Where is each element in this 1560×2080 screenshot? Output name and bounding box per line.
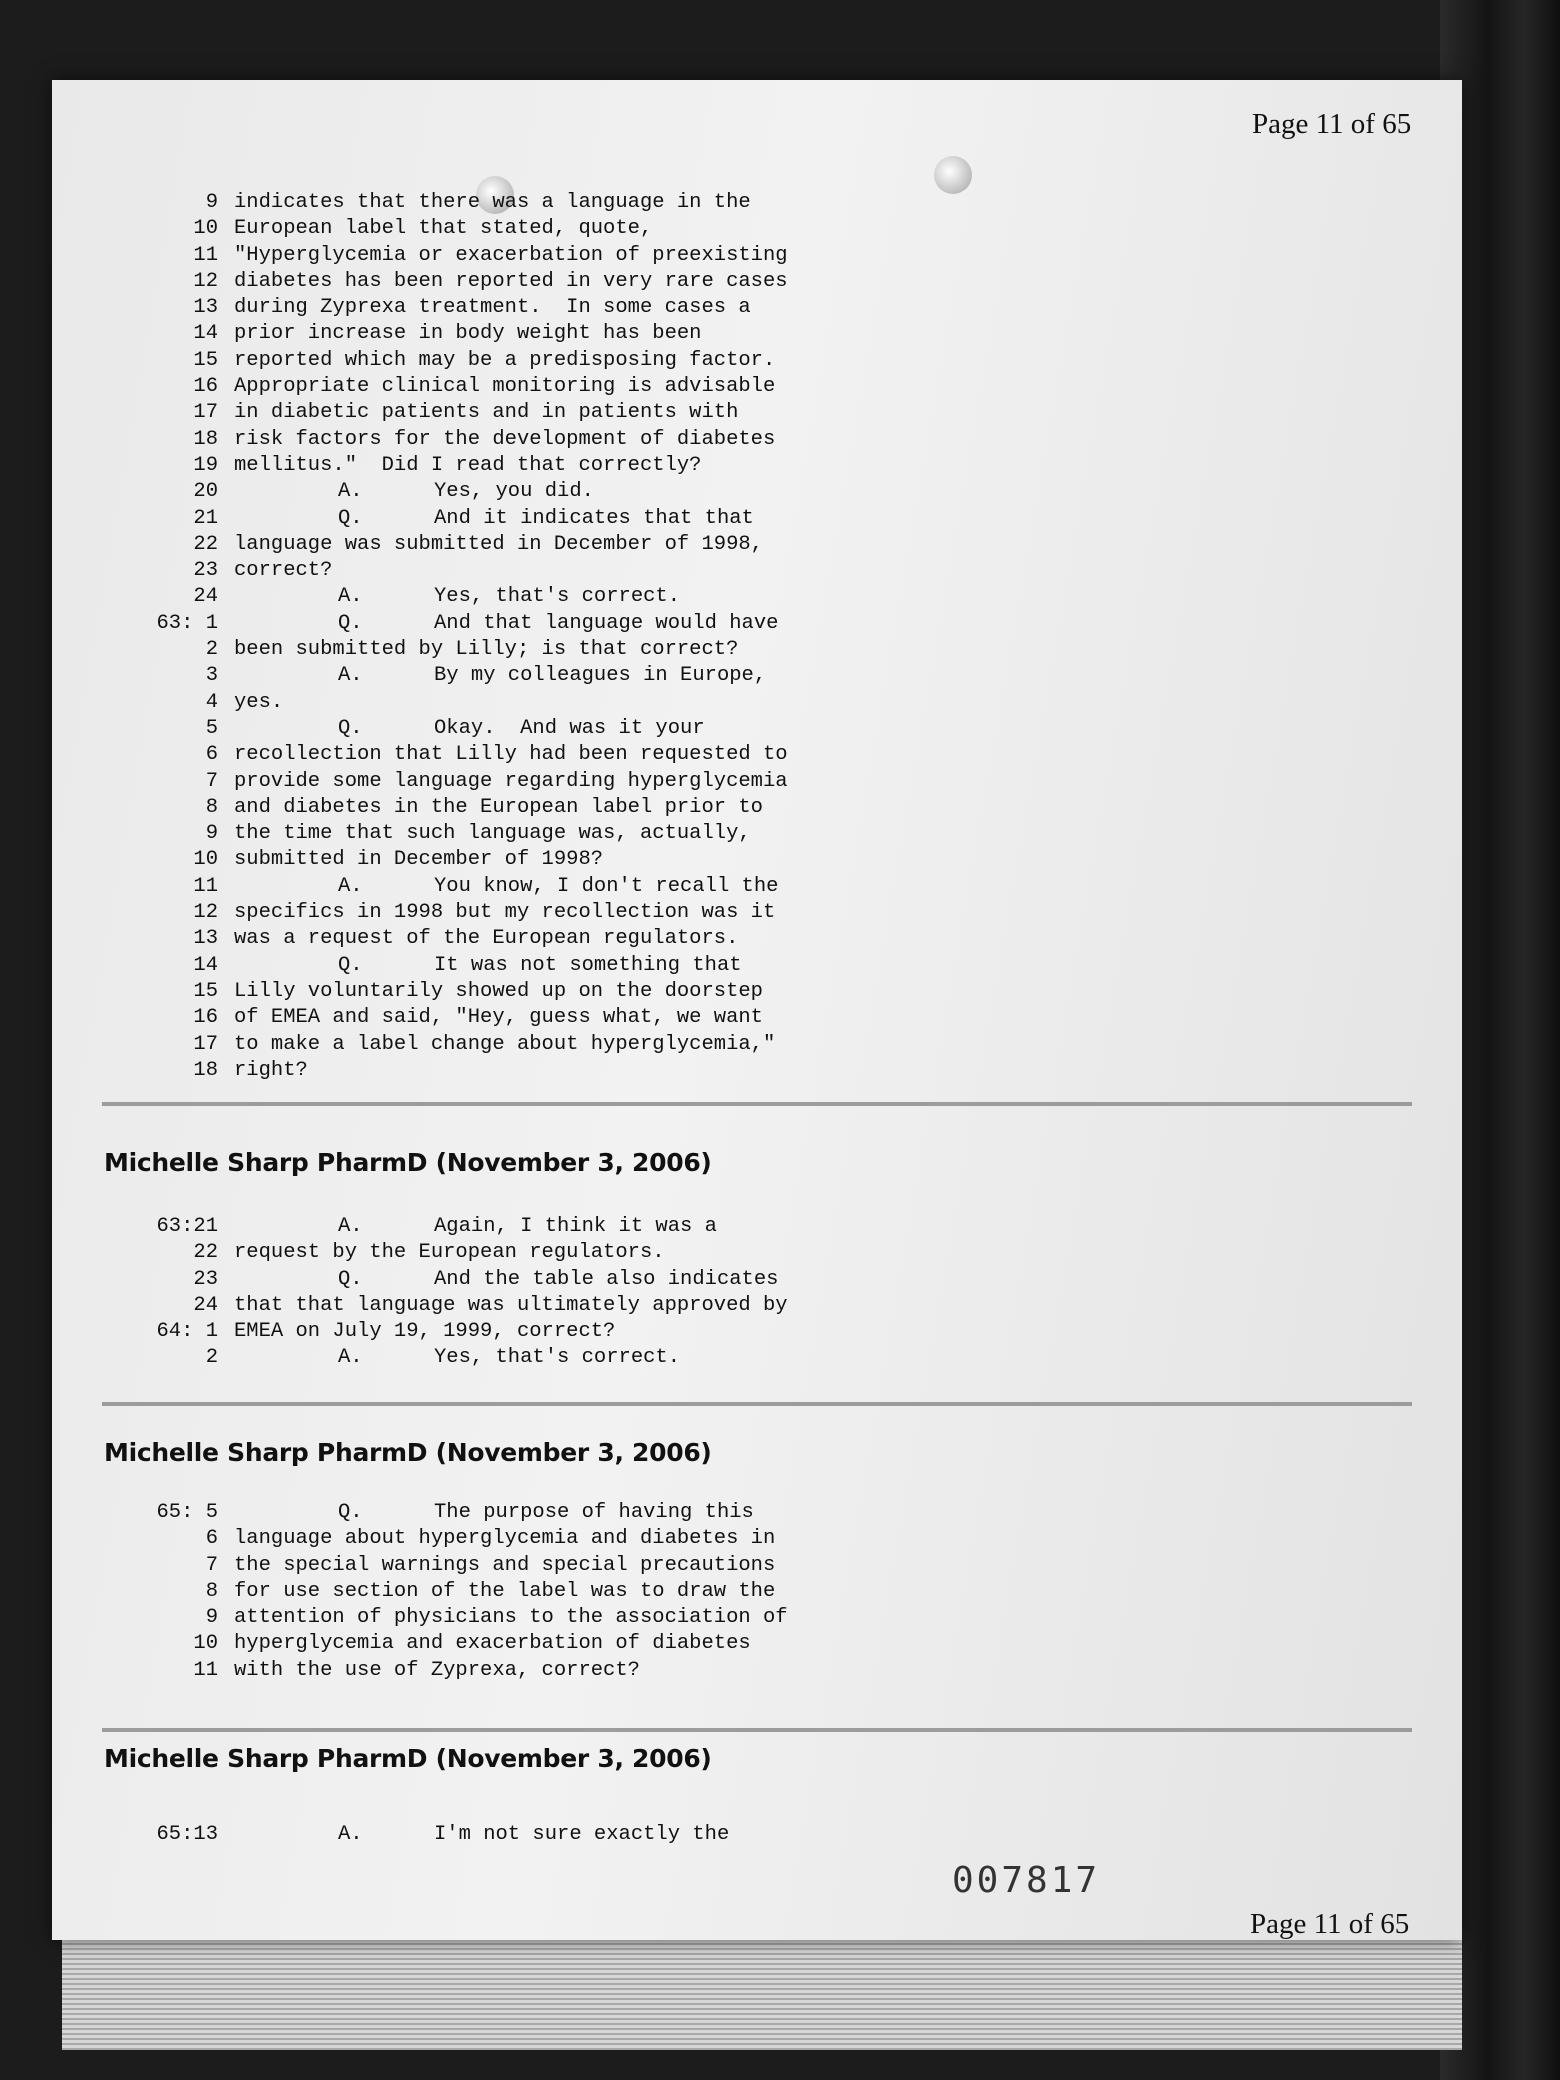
line-number: 18 — [193, 1058, 218, 1082]
line-number: 11 — [193, 874, 218, 898]
line-number: 17 — [193, 1032, 218, 1056]
transcript-line — [102, 1579, 788, 1605]
qa-marker: A. — [338, 1215, 363, 1238]
transcript-line — [102, 1822, 729, 1848]
transcript-line — [102, 1032, 788, 1058]
line-number: 14 — [193, 953, 218, 977]
witness-heading: Michelle Sharp PharmD (November 3, 2006) — [104, 1438, 712, 1467]
line-text: By my colleagues in Europe, — [434, 664, 767, 688]
line-text: Appropriate clinical monitoring is advisable — [234, 375, 776, 399]
line-number: 4 — [205, 690, 218, 714]
line-number: 19 — [193, 453, 218, 477]
transcript-line — [102, 295, 788, 321]
line-number: 14 — [193, 322, 218, 346]
transcript-line — [102, 321, 788, 347]
line-text: been submitted by Lilly; is that correct? — [234, 638, 739, 662]
transcript-line — [102, 847, 788, 873]
line-number: 18 — [193, 427, 218, 451]
line-number: 63: 1 — [156, 611, 218, 635]
transcript-line — [102, 795, 788, 821]
transcript-line — [102, 769, 788, 795]
witness-heading: Michelle Sharp PharmD (November 3, 2006) — [104, 1744, 712, 1773]
line-text: hyperglycemia and exacerbation of diabetes — [234, 1632, 751, 1656]
transcript-line — [102, 637, 788, 663]
transcript-line — [102, 611, 788, 637]
line-text: And the table also indicates — [434, 1267, 779, 1291]
line-number: 10 — [193, 848, 218, 872]
transcript-line — [102, 479, 788, 505]
transcript-line — [102, 269, 788, 295]
line-number: 11 — [193, 1658, 218, 1682]
line-number: 2 — [205, 638, 218, 662]
transcript-line — [102, 716, 788, 742]
qa-marker: A. — [338, 664, 363, 688]
line-text: Again, I think it was a — [434, 1215, 717, 1238]
line-number: 2 — [205, 1346, 218, 1370]
line-number: 13 — [193, 927, 218, 951]
line-number: 23 — [193, 1267, 218, 1291]
line-text: submitted in December of 1998? — [234, 848, 604, 872]
line-text: It was not something that — [434, 953, 742, 977]
line-text: Lilly voluntarily showed up on the doorstep — [234, 979, 763, 1003]
line-text: language about hyperglycemia and diabetes in — [234, 1527, 776, 1551]
line-text: I'm not sure exactly the — [434, 1823, 730, 1846]
line-number: 9 — [205, 191, 218, 214]
section-divider — [102, 1102, 1412, 1106]
qa-marker: A. — [338, 480, 363, 504]
qa-marker: Q. — [338, 1501, 363, 1524]
transcript-line — [102, 663, 788, 689]
line-text: to make a label change about hyperglycemia," — [234, 1032, 776, 1056]
transcript-line — [102, 1214, 788, 1240]
transcript-line — [102, 742, 788, 768]
line-text: was a request of the European regulators. — [234, 927, 739, 951]
line-text: with the use of Zyprexa, correct? — [234, 1658, 640, 1682]
line-text: right? — [234, 1058, 308, 1082]
line-number: 3 — [205, 664, 218, 688]
line-number: 10 — [193, 1632, 218, 1656]
transcript-line — [102, 243, 788, 269]
line-text: of EMEA and said, "Hey, guess what, we want — [234, 1006, 763, 1030]
line-text: request by the European regulators. — [234, 1241, 665, 1265]
transcript-line — [102, 584, 788, 610]
line-text: that that language was ultimately approved by — [234, 1293, 788, 1317]
qa-marker: Q. — [338, 611, 363, 635]
line-number: 12 — [193, 269, 218, 293]
transcript-line — [102, 506, 788, 532]
line-number: 21 — [193, 506, 218, 530]
line-text: risk factors for the development of diabetes — [234, 427, 776, 451]
line-text: indicates that there was a language in the — [234, 191, 751, 214]
transcript-line — [102, 1553, 788, 1579]
line-text: The purpose of having this — [434, 1501, 754, 1524]
line-number: 65:13 — [156, 1823, 218, 1846]
line-text: the time that such language was, actually, — [234, 822, 751, 846]
transcript-line — [102, 1267, 788, 1293]
page-number-top: Page 11 of 65 — [1252, 108, 1412, 140]
qa-marker: A. — [338, 585, 363, 609]
line-text: and diabetes in the European label prior to — [234, 795, 763, 819]
line-text: You know, I don't recall the — [434, 874, 779, 898]
line-text: provide some language regarding hyperglycemia — [234, 769, 788, 793]
transcript-line — [102, 190, 788, 216]
line-number: 20 — [193, 480, 218, 504]
line-text: Yes, that's correct. — [434, 1346, 681, 1370]
line-text: in diabetic patients and in patients with — [234, 401, 739, 425]
line-text: prior increase in body weight has been — [234, 322, 702, 346]
line-number: 9 — [205, 1606, 218, 1630]
transcript-line — [102, 558, 788, 584]
qa-marker: A. — [338, 1346, 363, 1370]
line-number: 22 — [193, 1241, 218, 1265]
transcript-line — [102, 1319, 788, 1345]
transcript-line — [102, 900, 788, 926]
transcript-line — [102, 821, 788, 847]
line-text: mellitus." Did I read that correctly? — [234, 453, 702, 477]
line-text: specifics in 1998 but my recollection was it — [234, 901, 776, 925]
line-text: Okay. And was it your — [434, 716, 705, 740]
transcript-line — [102, 348, 788, 374]
qa-marker: A. — [338, 874, 363, 898]
transcript-line — [102, 953, 788, 979]
line-number: 8 — [205, 1579, 218, 1603]
qa-marker: A. — [338, 1823, 363, 1846]
line-number: 23 — [193, 559, 218, 583]
line-number: 6 — [205, 1527, 218, 1551]
transcript-line — [102, 1631, 788, 1657]
line-text: And that language would have — [434, 611, 779, 635]
transcript-line — [102, 1293, 788, 1319]
line-number: 24 — [193, 1293, 218, 1317]
line-text: yes. — [234, 690, 284, 714]
transcript-line — [102, 400, 788, 426]
transcript-line — [102, 1345, 788, 1371]
line-number: 22 — [193, 532, 218, 556]
line-text: Yes, that's correct. — [434, 585, 681, 609]
line-text: European label that stated, quote, — [234, 217, 653, 241]
transcript-line — [102, 453, 788, 479]
transcript-line — [102, 1526, 788, 1552]
transcript-line — [102, 874, 788, 900]
transcript-line — [102, 216, 788, 242]
witness-heading: Michelle Sharp PharmD (November 3, 2006) — [104, 1148, 712, 1177]
transcript-line — [102, 1500, 788, 1526]
line-number: 8 — [205, 795, 218, 819]
transcript-block-3 — [102, 1500, 788, 1684]
line-number: 63:21 — [156, 1215, 218, 1238]
line-text: correct? — [234, 559, 333, 583]
qa-marker: Q. — [338, 1267, 363, 1291]
line-number: 7 — [205, 1553, 218, 1577]
line-number: 12 — [193, 901, 218, 925]
line-text: Yes, you did. — [434, 480, 594, 504]
line-number: 10 — [193, 217, 218, 241]
qa-marker: Q. — [338, 506, 363, 530]
document-page — [52, 80, 1462, 1940]
line-text: the special warnings and special precautions — [234, 1553, 776, 1577]
section-divider — [102, 1402, 1412, 1406]
line-text: reported which may be a predisposing factor. — [234, 348, 776, 372]
line-number: 17 — [193, 401, 218, 425]
transcript-line — [102, 427, 788, 453]
line-number: 6 — [205, 743, 218, 767]
line-number: 24 — [193, 585, 218, 609]
line-text: during Zyprexa treatment. In some cases a — [234, 296, 751, 320]
line-text: diabetes has been reported in very rare cases — [234, 269, 788, 293]
line-number: 15 — [193, 348, 218, 372]
transcript-line — [102, 979, 788, 1005]
line-number: 13 — [193, 296, 218, 320]
transcript-line — [102, 532, 788, 558]
line-text: for use section of the label was to draw the — [234, 1579, 776, 1603]
line-number: 16 — [193, 1006, 218, 1030]
line-text: And it indicates that that — [434, 506, 754, 530]
line-number: 7 — [205, 769, 218, 793]
line-number: 16 — [193, 375, 218, 399]
transcript-line — [102, 1658, 788, 1684]
line-number: 65: 5 — [156, 1501, 218, 1524]
transcript-line — [102, 374, 788, 400]
line-text: language was submitted in December of 1998, — [234, 532, 763, 556]
line-text: attention of physicians to the association of — [234, 1606, 788, 1630]
qa-marker: Q. — [338, 716, 363, 740]
line-text: "Hyperglycemia or exacerbation of preexisting — [234, 243, 788, 267]
transcript-line — [102, 1005, 788, 1031]
transcript-line — [102, 1605, 788, 1631]
transcript-block-4 — [102, 1822, 729, 1848]
transcript-line — [102, 690, 788, 716]
page-number-bottom: Page 11 of 65 — [1250, 1908, 1410, 1940]
transcript-block-2 — [102, 1214, 788, 1372]
qa-marker: Q. — [338, 953, 363, 977]
punch-hole — [934, 156, 972, 194]
line-number: 15 — [193, 979, 218, 1003]
section-divider — [102, 1728, 1412, 1732]
transcript-line — [102, 926, 788, 952]
transcript-line — [102, 1240, 788, 1266]
line-number: 64: 1 — [156, 1320, 218, 1344]
line-number: 9 — [205, 822, 218, 846]
line-number: 5 — [205, 716, 218, 740]
line-text: recollection that Lilly had been requested to — [234, 743, 788, 767]
bates-number: 007817 — [952, 1860, 1101, 1901]
transcript-block-1 — [102, 190, 788, 1084]
transcript-line — [102, 1058, 788, 1084]
line-number: 11 — [193, 243, 218, 267]
line-text: EMEA on July 19, 1999, correct? — [234, 1320, 616, 1344]
